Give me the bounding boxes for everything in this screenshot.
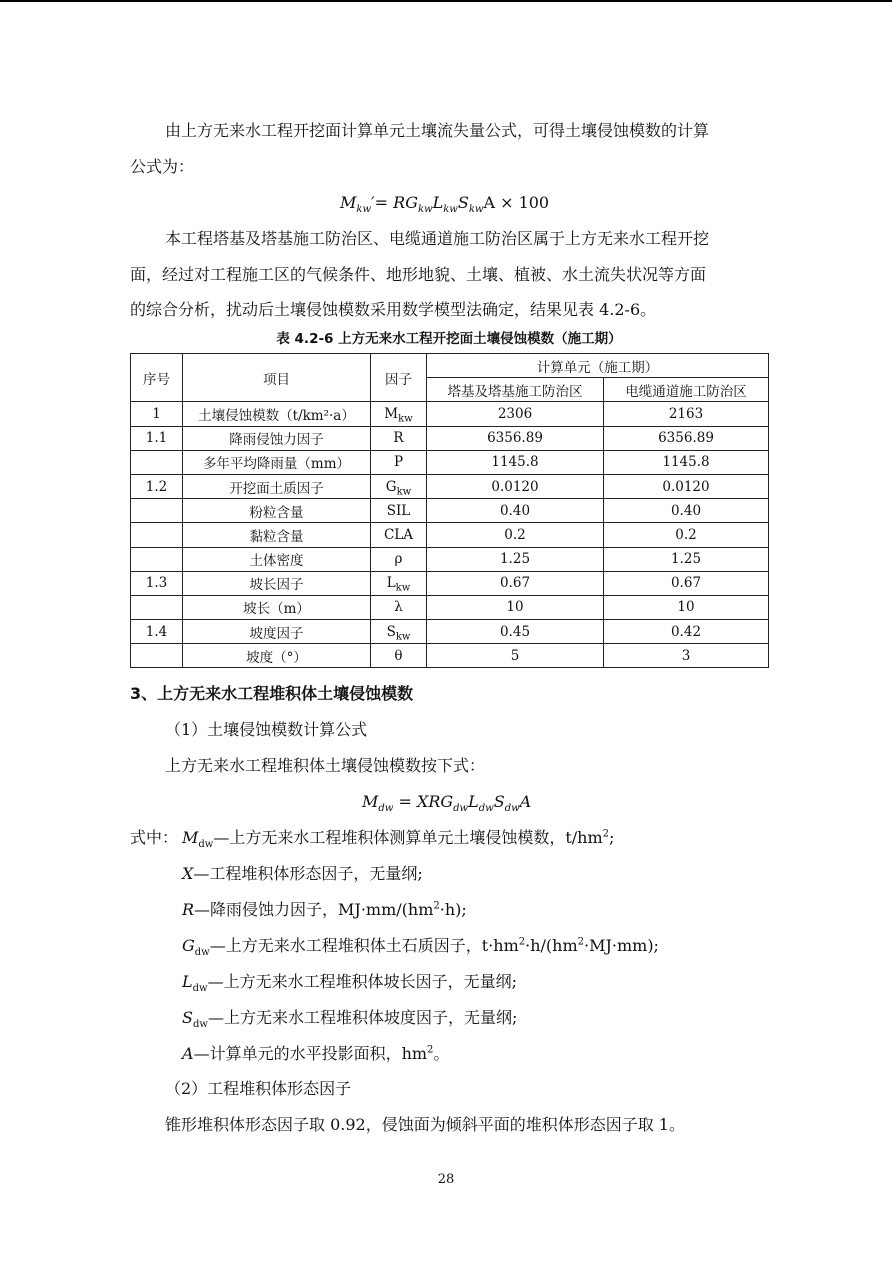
table-header-row-1	[131, 354, 769, 378]
table-row	[131, 474, 769, 498]
cell-value-1: 0.2	[427, 523, 604, 547]
table-row	[131, 426, 769, 450]
cell-seq: 1.3	[131, 571, 183, 595]
cell-value-2: 3	[604, 644, 769, 668]
cell-factor	[371, 426, 427, 450]
cell-seq	[131, 595, 183, 619]
cell-value-1: 5	[427, 644, 604, 668]
definition-unit-sup-2: 2	[577, 936, 584, 948]
cell-value-2: 1145.8	[604, 450, 769, 474]
paragraph2-line-1: 本工程塔基及塔基施工防治区、电缆通道施工防治区属于上方无来水工程开挖	[165, 229, 710, 248]
cell-item: 坡长因子	[183, 571, 371, 595]
definition-text: —计算单元的水平投影面积，hm	[193, 1044, 428, 1063]
definition-text-end: ·h);	[439, 900, 467, 919]
intro-line-2: 公式为：	[130, 157, 195, 176]
definition-symbol: R	[182, 900, 195, 919]
definition-text: —降雨侵蚀力因子，MJ·mm/(hm	[194, 900, 434, 919]
definition-symbol-sub: dw	[194, 947, 210, 959]
cell-seq	[131, 499, 183, 523]
formula-dw-s-sub: dw	[504, 803, 520, 815]
cell-seq	[131, 644, 183, 668]
table-row	[131, 523, 769, 547]
cell-factor	[371, 547, 427, 571]
table-row	[131, 595, 769, 619]
cell-factor	[371, 450, 427, 474]
cell-factor	[371, 595, 427, 619]
definition-text-end: ;	[609, 828, 615, 847]
cell-value-2: 0.67	[604, 571, 769, 595]
factor-symbol: S	[386, 623, 396, 640]
table-row	[131, 450, 769, 474]
header-factor: 因子	[371, 354, 427, 402]
paragraph2-line-3: 的综合分析，扰动后土壤侵蚀模数采用数学模型法确定，结果见表 4.2-6。	[130, 300, 657, 319]
section3-heading: 3、上方无来水工程堆积体土壤侵蚀模数	[130, 684, 414, 703]
definition-unit-sup: 2	[433, 900, 440, 912]
cell-factor	[371, 571, 427, 595]
cell-value-2: 1.25	[604, 547, 769, 571]
definition-symbol-sub: dw	[192, 1019, 208, 1031]
definition-unit-sup: 2	[427, 1044, 434, 1056]
cell-value-1: 1.25	[427, 547, 604, 571]
factor-symbol: L	[386, 575, 396, 592]
table-row	[131, 644, 769, 668]
cell-factor	[371, 644, 427, 668]
factor-symbol: M	[384, 405, 399, 422]
formula-kw-s: S	[457, 193, 469, 212]
cell-value-2: 0.0120	[604, 474, 769, 498]
formula-kw-g-sub: kw	[417, 204, 433, 216]
definition-text: —上方无来水工程堆积体土石质因子，t·hm	[209, 936, 519, 955]
cell-item: 坡度（°）	[183, 644, 371, 668]
cell-factor	[371, 402, 427, 426]
table-row	[131, 499, 769, 523]
cell-item: 多年平均降雨量（mm）	[183, 450, 371, 474]
cell-item: 粉粒含量	[183, 499, 371, 523]
cell-factor	[371, 523, 427, 547]
definition-item	[182, 863, 423, 885]
paragraph2-line-2: 面，经过对工程施工区的气候条件、地形地貌、土壤、植被、水土流失状况等方面	[130, 265, 707, 284]
definition-unit-sup: 2	[602, 828, 610, 840]
definition-symbol: S	[182, 1008, 193, 1027]
cell-value-1: 10	[427, 595, 604, 619]
cell-value-1: 2306	[427, 402, 604, 426]
section3-lead: 上方无来水工程堆积体土壤侵蚀模数按下式：	[165, 756, 486, 775]
table-row	[131, 571, 769, 595]
section3-final: 锥形堆积体形态因子取 0.92，侵蚀面为倾斜平面的堆积体形态因子取 1。	[165, 1115, 685, 1134]
factor-symbol: SIL	[386, 502, 411, 519]
factor-subscript: kw	[396, 486, 412, 498]
formula-kw-prime: ′=	[371, 193, 394, 212]
factor-subscript: kw	[395, 582, 411, 594]
header-item: 项目	[183, 354, 371, 402]
cell-value-1: 0.45	[427, 620, 604, 644]
formula-kw-lhs: M	[340, 193, 357, 212]
cell-seq	[131, 450, 183, 474]
section3-sub1: （1）土壤侵蚀模数计算公式	[165, 720, 368, 739]
cell-value-2: 0.40	[604, 499, 769, 523]
definition-item	[182, 1007, 517, 1029]
cell-seq	[131, 523, 183, 547]
table-row	[131, 620, 769, 644]
table-caption: 表 4.2-6 上方无来水工程开挖面土壤侵蚀模数（施工期）	[276, 331, 622, 347]
cell-value-2: 2163	[604, 402, 769, 426]
definition-symbol: G	[182, 936, 195, 955]
definition-text: —上方无来水工程堆积体坡度因子，无量纲;	[207, 1008, 518, 1027]
factor-symbol: R	[393, 430, 404, 447]
definition-item	[182, 899, 467, 921]
definition-item	[182, 1043, 449, 1065]
cell-value-1: 0.67	[427, 571, 604, 595]
cell-value-1: 0.40	[427, 499, 604, 523]
header-col1: 塔基及塔基施工防治区	[427, 378, 604, 402]
formula-dw	[362, 791, 531, 813]
definition-item	[182, 971, 517, 993]
factor-symbol: ρ	[394, 551, 403, 568]
formula-dw-l: L	[468, 792, 479, 811]
factor-symbol: θ	[394, 647, 403, 664]
definition-item	[182, 827, 614, 849]
intro-line-1: 由上方无来水工程开挖面计算单元土壤流失量公式，可得土壤侵蚀模数的计算	[165, 121, 710, 140]
cell-factor	[371, 620, 427, 644]
cell-seq: 1.4	[131, 620, 183, 644]
cell-value-1: 1145.8	[427, 450, 604, 474]
definition-text-mid: ·h/(hm	[525, 936, 578, 955]
definition-text: —上方无来水工程堆积体测算单元土壤侵蚀模数，t/hm	[213, 828, 603, 847]
cell-value-1: 0.0120	[427, 474, 604, 498]
cell-seq: 1	[131, 402, 183, 426]
formula-dw-l-sub: dw	[478, 803, 494, 815]
where-label: 式中：	[130, 828, 179, 847]
factor-symbol: P	[393, 454, 404, 471]
definition-text-end: 。	[433, 1044, 450, 1063]
definition-text-end: ·MJ·mm);	[584, 936, 659, 955]
cell-value-2: 0.42	[604, 620, 769, 644]
formula-kw-rg: RG	[393, 193, 418, 212]
definition-symbol: X	[182, 864, 194, 883]
cell-value-2: 10	[604, 595, 769, 619]
cell-seq: 1.1	[131, 426, 183, 450]
cell-item: 坡度因子	[183, 620, 371, 644]
factor-symbol: CLA	[383, 526, 414, 543]
definition-symbol: M	[182, 828, 199, 847]
cell-item: 黏粒含量	[183, 523, 371, 547]
factor-symbol: G	[385, 478, 397, 495]
cell-item: 土壤侵蚀模数（t/km²·a）	[183, 402, 371, 426]
cell-item: 降雨侵蚀力因子	[183, 426, 371, 450]
definition-text: —工程堆积体形态因子，无量纲;	[193, 864, 423, 883]
header-seq: 序号	[131, 354, 183, 402]
definition-text: —上方无来水工程堆积体坡长因子，无量纲;	[207, 972, 517, 991]
definition-symbol: A	[182, 1044, 194, 1063]
formula-kw-s-sub: kw	[468, 204, 484, 216]
formula-dw-eq: = XRG	[393, 792, 454, 811]
section3-sub2: （2）工程堆积体形态因子	[165, 1079, 352, 1098]
cell-value-2: 6356.89	[604, 426, 769, 450]
factor-symbol: λ	[394, 599, 403, 616]
definition-item	[182, 935, 659, 957]
factor-subscript: kw	[398, 413, 413, 425]
formula-dw-g-sub: dw	[453, 803, 469, 815]
definition-unit-sup: 2	[518, 936, 526, 948]
cell-value-2: 0.2	[604, 523, 769, 547]
cell-item: 开挖面土质因子	[183, 474, 371, 498]
definition-symbol-sub: dw	[198, 839, 214, 851]
definition-symbol: L	[182, 972, 193, 991]
definition-symbol-sub: dw	[192, 983, 208, 995]
formula-kw-lhs-sub: kw	[356, 204, 372, 216]
cell-factor	[371, 474, 427, 498]
header-group: 计算单元（施工期）	[427, 354, 769, 378]
formula-dw-tail: A	[519, 792, 532, 811]
formula-kw-tail: A × 100	[483, 193, 550, 212]
table-row	[131, 547, 769, 571]
cell-item: 坡长（m）	[183, 595, 371, 619]
formula-dw-lhs-sub: dw	[378, 803, 394, 815]
cell-seq	[131, 547, 183, 571]
formula-kw-l: L	[432, 193, 444, 212]
cell-item: 土体密度	[183, 547, 371, 571]
erosion-table	[130, 353, 769, 668]
header-col2: 电缆通道施工防治区	[604, 378, 769, 402]
page-number: 28	[437, 1172, 455, 1187]
formula-kw-l-sub: kw	[443, 204, 458, 216]
top-rule	[0, 0, 892, 2]
factor-subscript: kw	[395, 631, 411, 643]
formula-dw-lhs: M	[362, 792, 379, 811]
cell-value-1: 6356.89	[427, 426, 604, 450]
formula-kw	[340, 192, 549, 214]
formula-dw-s: S	[493, 792, 505, 811]
table-row	[131, 402, 769, 426]
cell-factor	[371, 499, 427, 523]
cell-seq: 1.2	[131, 474, 183, 498]
